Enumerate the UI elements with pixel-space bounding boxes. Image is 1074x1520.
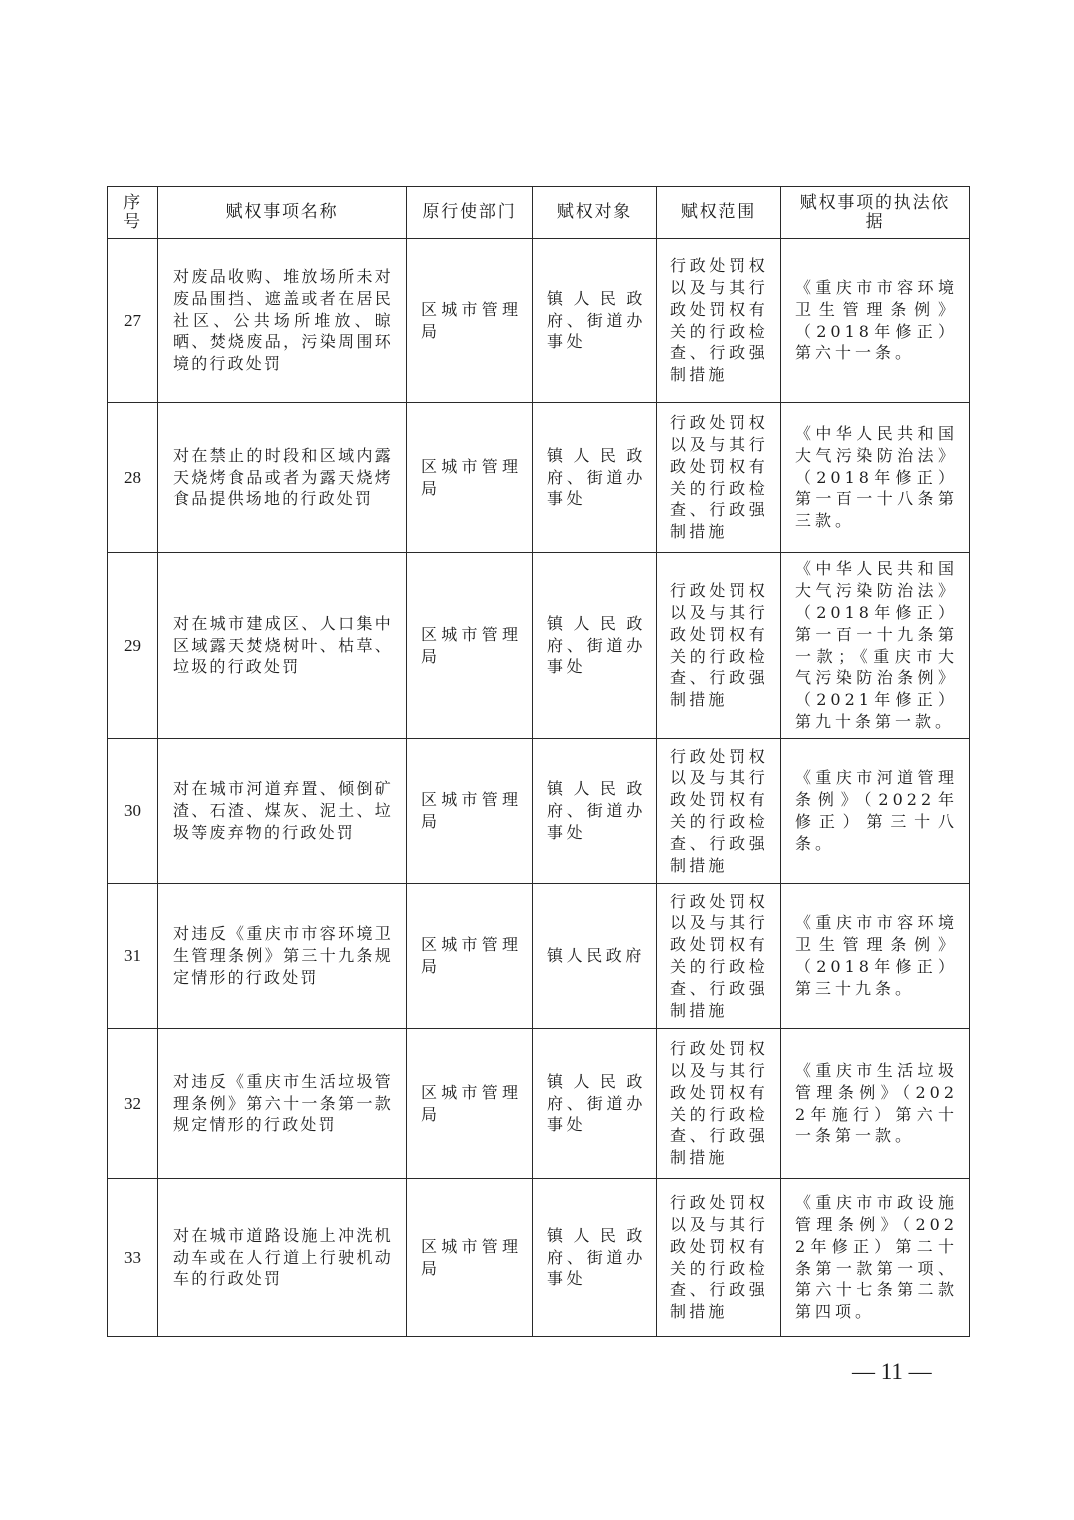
item-name-cell: 对在城市建成区、人口集中区域露天焚烧树叶、枯草、垃圾的行政处罚 (158, 553, 407, 739)
delegate-target-cell: 镇人民政府、街道办事处 (533, 1179, 657, 1337)
delegation-scope-cell: 行政处罚权以及与其行政处罚权有关的行政检查、行政强制措施 (657, 739, 781, 884)
header-row (108, 187, 970, 239)
table-row (108, 553, 970, 739)
header-original-dept: 原行使部门 (407, 187, 533, 239)
table-row (108, 739, 970, 884)
row-index: 33 (108, 1179, 158, 1337)
row-index: 28 (108, 403, 158, 553)
item-name-cell: 对在禁止的时段和区域内露天烧烤食品或者为露天烧烤食品提供场地的行政处罚 (158, 403, 407, 553)
item-name-cell: 对废品收购、堆放场所未对废品围挡、遮盖或者在居民社区、公共场所堆放、晾晒、焚烧废品，污染周围环境的行政处罚 (158, 239, 407, 403)
header-delegate-target: 赋权对象 (533, 187, 657, 239)
delegation-scope-cell: 行政处罚权以及与其行政处罚权有关的行政检查、行政强制措施 (657, 884, 781, 1029)
row-index: 27 (108, 239, 158, 403)
original-dept-cell: 区城市管理局 (407, 553, 533, 739)
header-legal-basis: 赋权事项的执法依据 (781, 187, 970, 239)
delegation-scope-cell: 行政处罚权以及与其行政处罚权有关的行政检查、行政强制措施 (657, 1029, 781, 1179)
row-index: 30 (108, 739, 158, 884)
delegate-target-cell: 镇人民政府、街道办事处 (533, 739, 657, 884)
table-row (108, 1179, 970, 1337)
table-header (108, 187, 970, 239)
header-item-name: 赋权事项名称 (158, 187, 407, 239)
item-name-cell: 对在城市河道弃置、倾倒矿渣、石渣、煤灰、泥土、垃圾等废弃物的行政处罚 (158, 739, 407, 884)
delegate-target-cell: 镇人民政府、街道办事处 (533, 1029, 657, 1179)
original-dept-cell: 区城市管理局 (407, 239, 533, 403)
delegate-target-cell: 镇人民政府、街道办事处 (533, 403, 657, 553)
table-row (108, 239, 970, 403)
page-number: — 11 — (852, 1359, 932, 1384)
delegate-target-cell: 镇人民政府 (533, 884, 657, 1029)
table-row (108, 884, 970, 1029)
table-row (108, 1029, 970, 1179)
original-dept-cell: 区城市管理局 (407, 739, 533, 884)
row-index: 31 (108, 884, 158, 1029)
row-index: 29 (108, 553, 158, 739)
delegation-scope-cell: 行政处罚权以及与其行政处罚权有关的行政检查、行政强制措施 (657, 239, 781, 403)
item-name-cell: 对违反《重庆市市容环境卫生管理条例》第三十九条规定情形的行政处罚 (158, 884, 407, 1029)
delegation-table (107, 186, 970, 1337)
delegation-scope-cell: 行政处罚权以及与其行政处罚权有关的行政检查、行政强制措施 (657, 553, 781, 739)
delegation-scope-cell: 行政处罚权以及与其行政处罚权有关的行政检查、行政强制措施 (657, 1179, 781, 1337)
original-dept-cell: 区城市管理局 (407, 884, 533, 1029)
header-delegation-scope: 赋权范围 (657, 187, 781, 239)
table-body (108, 239, 970, 1337)
delegate-target-cell: 镇人民政府、街道办事处 (533, 239, 657, 403)
legal-basis-cell: 《重庆市河道管理条例》（2022年修正）第三十八条。 (781, 739, 970, 884)
legal-basis-cell: 《中华人民共和国大气污染防治法》（2018年修正）第一百一十八条第三款。 (781, 403, 970, 553)
table-row (108, 403, 970, 553)
row-index: 32 (108, 1029, 158, 1179)
original-dept-cell: 区城市管理局 (407, 1029, 533, 1179)
legal-basis-cell: 《重庆市市政设施管理条例》（2022年修正）第二十条第一款第一项、第六十七条第二款第四项。 (781, 1179, 970, 1337)
legal-basis-cell: 《重庆市市容环境卫生管理条例》（2018年修正）第三十九条。 (781, 884, 970, 1029)
legal-basis-cell: 《重庆市生活垃圾管理条例》（2022年施行）第六十一条第一款。 (781, 1029, 970, 1179)
original-dept-cell: 区城市管理局 (407, 403, 533, 553)
legal-basis-cell: 《重庆市市容环境卫生管理条例》（2018年修正）第六十一条。 (781, 239, 970, 403)
original-dept-cell: 区城市管理局 (407, 1179, 533, 1337)
delegate-target-cell: 镇人民政府、街道办事处 (533, 553, 657, 739)
header-index: 序号 (108, 187, 158, 239)
legal-basis-cell: 《中华人民共和国大气污染防治法》（2018年修正）第一百一十九条第一款；《重庆市大气污染防治条例》（2021年修正）第九十条第一款。 (781, 553, 970, 739)
delegation-scope-cell: 行政处罚权以及与其行政处罚权有关的行政检查、行政强制措施 (657, 403, 781, 553)
item-name-cell: 对在城市道路设施上冲洗机动车或在人行道上行驶机动车的行政处罚 (158, 1179, 407, 1337)
item-name-cell: 对违反《重庆市生活垃圾管理条例》第六十一条第一款规定情形的行政处罚 (158, 1029, 407, 1179)
